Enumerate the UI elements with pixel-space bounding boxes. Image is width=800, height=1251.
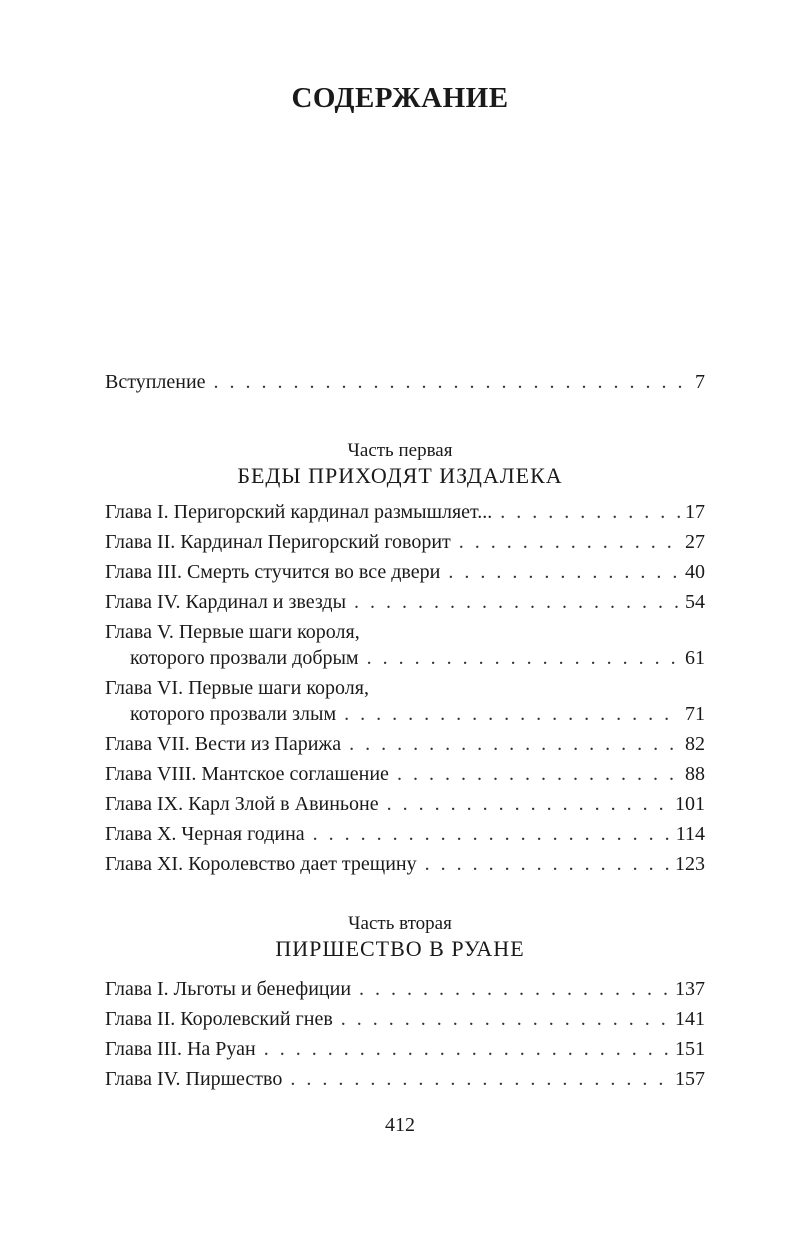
toc-entry-text: Глава II. Королевский гнев — [105, 1008, 333, 1030]
toc-page-number: 61 — [685, 647, 705, 669]
toc-page-number: 82 — [685, 733, 705, 755]
toc-entry-line2 — [130, 698, 705, 726]
dot-leader — [448, 560, 681, 584]
toc-page-number: 27 — [685, 531, 705, 553]
toc-page-number: 7 — [695, 371, 705, 393]
toc-entry-line1 — [105, 672, 705, 700]
dot-leader — [500, 500, 681, 524]
toc-entry — [105, 526, 705, 554]
toc-entry-text: Глава VII. Вести из Парижа — [105, 733, 342, 755]
dot-leader — [349, 732, 681, 756]
toc-page-number: 141 — [675, 1008, 705, 1030]
toc-entry — [105, 818, 705, 846]
toc-entry-text: Глава III. На Руан — [105, 1038, 256, 1060]
toc-page-number: 157 — [675, 1068, 705, 1090]
toc-entry-text: которого прозвали злым — [130, 703, 337, 725]
toc-page-number: 71 — [685, 703, 705, 725]
dot-leader — [359, 977, 671, 1001]
toc-entry-text: Глава VI. Первые шаги короля, — [105, 677, 369, 699]
toc-entry-text: Глава XI. Королевство дает трещину — [105, 853, 417, 875]
toc-entry — [105, 788, 705, 816]
toc-entry-text: Глава IV. Кардинал и звезды — [105, 591, 347, 613]
dot-leader — [344, 702, 681, 726]
page-number-folio: 412 — [385, 1114, 415, 1136]
part2-label: Часть вторая — [348, 913, 452, 934]
dot-leader — [387, 792, 671, 816]
part2-title: ПИРШЕСТВО В РУАНЕ — [275, 936, 525, 961]
toc-page-number: 151 — [675, 1038, 705, 1060]
toc-entry — [105, 973, 705, 1001]
toc-entry — [105, 728, 705, 756]
dot-leader — [425, 852, 671, 876]
toc-entry-intro — [105, 366, 705, 394]
toc-entry — [105, 586, 705, 614]
dot-leader — [397, 762, 681, 786]
dot-leader — [459, 530, 681, 554]
dot-leader — [341, 1007, 671, 1031]
toc-page-number: 88 — [685, 763, 705, 785]
dot-leader — [367, 646, 681, 670]
toc-entry-line2 — [130, 642, 705, 670]
toc-page-number: 17 — [685, 501, 705, 523]
toc-page-number: 114 — [675, 823, 705, 845]
toc-entry — [105, 556, 705, 584]
toc-entry-line1 — [105, 616, 705, 644]
toc-entry — [105, 496, 705, 524]
dot-leader — [290, 1067, 671, 1091]
toc-page-number: 123 — [675, 853, 705, 875]
toc-page-number: 137 — [675, 978, 705, 1000]
toc-entry-text: Глава V. Первые шаги короля, — [105, 621, 360, 643]
toc-entry — [105, 758, 705, 786]
dot-leader — [354, 590, 681, 614]
toc-entry-text: Глава X. Черная година — [105, 823, 305, 845]
toc-entry-text: Глава III. Смерть стучится во все двери — [105, 561, 441, 583]
toc-entry — [105, 1033, 705, 1061]
toc-entry-text: Глава IX. Карл Злой в Авиньоне — [105, 793, 379, 815]
toc-entry — [105, 1003, 705, 1031]
part1-title: БЕДЫ ПРИХОДЯТ ИЗДАЛЕКА — [237, 463, 563, 488]
dot-leader — [214, 370, 691, 394]
toc-entry-text: Глава IV. Пиршество — [105, 1068, 283, 1090]
toc-page-number: 54 — [685, 591, 705, 613]
dot-leader — [264, 1037, 671, 1061]
page-title: СОДЕРЖАНИЕ — [291, 82, 509, 114]
toc-entry-text: Глава II. Кардинал Перигорский говорит — [105, 531, 451, 553]
toc-entry-text: которого прозвали добрым — [130, 647, 359, 669]
toc-entry — [105, 1063, 705, 1091]
toc-entry-text: Глава I. Перигорский кардинал размышляет... — [105, 501, 493, 523]
toc-entry-text: Глава I. Льготы и бенефиции — [105, 978, 352, 1000]
toc-page-number: 101 — [675, 793, 705, 815]
toc-entry-text: Вступление — [105, 371, 206, 393]
toc-entry — [105, 848, 705, 876]
part1-label: Часть первая — [347, 440, 453, 461]
dot-leader — [313, 822, 672, 846]
toc-entry-text: Глава VIII. Мантское соглашение — [105, 763, 389, 785]
toc-page-number: 40 — [685, 561, 705, 583]
